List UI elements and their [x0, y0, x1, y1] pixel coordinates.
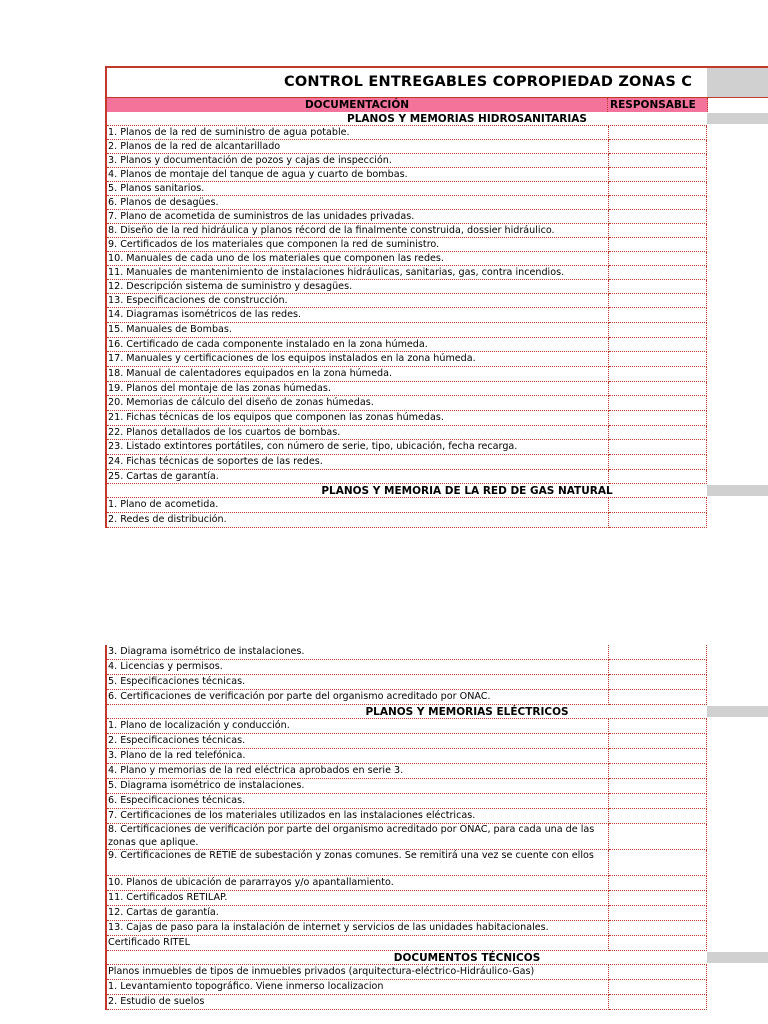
table-row [105, 794, 768, 809]
responsable-cell[interactable] [609, 266, 707, 280]
responsable-cell[interactable] [609, 367, 707, 382]
documento-cell: 12. Descripción sistema de suministro y desagües. [107, 280, 609, 294]
section-documentos-tecnicos [105, 951, 768, 965]
table-row [105, 660, 768, 675]
documento-cell: 4. Planos de montaje del tanque de agua y cuarto de bombas. [107, 168, 609, 182]
documento-cell: 3. Diagrama isométrico de instalaciones. [107, 645, 609, 660]
title-row [105, 66, 768, 98]
table-row [105, 338, 768, 352]
documento-cell: 7. Plano de acometida de suministros de las unidades privadas. [107, 210, 609, 224]
responsable-cell[interactable] [609, 126, 707, 140]
responsable-cell[interactable] [609, 891, 707, 906]
responsable-cell[interactable] [609, 154, 707, 168]
table-row [105, 182, 768, 196]
responsable-cell[interactable] [609, 921, 707, 936]
table-row [105, 980, 768, 995]
responsable-cell[interactable] [609, 140, 707, 154]
documento-cell: 23. Listado extintores portátiles, con número de serie, tipo, ubicación, fecha recarga. [107, 440, 609, 455]
documento-cell: Planos inmuebles de tipos de inmuebles privados (arquitectura-eléctrico-Hidráulico-Gas) [107, 965, 609, 980]
table-row [105, 367, 768, 382]
documento-cell: 4. Plano y memorias de la red eléctrica aprobados en serie 3. [107, 764, 609, 779]
table-row [105, 352, 768, 367]
table-row [105, 280, 768, 294]
table-row [105, 921, 768, 936]
table-row [105, 252, 768, 266]
documento-cell: 6. Especificaciones técnicas. [107, 794, 609, 809]
documento-cell: 13. Cajas de paso para la instalación de internet y servicios de las unidades habitacionales. [107, 921, 609, 936]
responsable-cell[interactable] [609, 779, 707, 794]
table-row [105, 396, 768, 411]
documento-cell: 5. Diagrama isométrico de instalaciones. [107, 779, 609, 794]
responsable-cell[interactable] [609, 352, 707, 367]
table-row [105, 749, 768, 764]
table-row [105, 411, 768, 426]
table-row [105, 850, 768, 876]
documento-cell: 22. Planos detallados de los cuartos de bombas. [107, 426, 609, 440]
section-title: PLANOS Y MEMORIAS ELÉCTRICOS [107, 705, 707, 719]
table-row [105, 965, 768, 980]
table-row [105, 498, 768, 513]
responsable-cell[interactable] [609, 470, 707, 484]
documento-cell: 18. Manual de calentadores equipados en la zona húmeda. [107, 367, 609, 382]
documento-cell: 10. Planos de ubicación de pararrayos y/o apantallamiento. [107, 876, 609, 891]
documento-cell: 1. Planos de la red de suministro de agua potable. [107, 126, 609, 140]
section-electricos [105, 705, 768, 719]
table-row [105, 323, 768, 338]
section-title: PLANOS Y MEMORIA DE LA RED DE GAS NATURAL [107, 484, 707, 498]
header-responsable: RESPONSABLE [608, 98, 708, 112]
responsable-cell[interactable] [609, 645, 707, 660]
responsable-cell[interactable] [609, 794, 707, 809]
table-row [105, 470, 768, 484]
section-title: DOCUMENTOS TÉCNICOS [107, 951, 707, 965]
responsable-cell[interactable] [609, 308, 707, 323]
documento-cell: 3. Plano de la red telefónica. [107, 749, 609, 764]
documento-cell: 2. Planos de la red de alcantarillado [107, 140, 609, 154]
table-row [105, 382, 768, 396]
table-row [105, 876, 768, 891]
documento-cell: 1. Levantamiento topográfico. Viene inmerso localizacion [107, 980, 609, 995]
responsable-cell[interactable] [609, 382, 707, 396]
table-row [105, 690, 768, 705]
responsable-cell[interactable] [609, 749, 707, 764]
responsable-cell[interactable] [609, 411, 707, 426]
responsable-cell[interactable] [609, 936, 707, 951]
documento-cell: 11. Certificados RETILAP. [107, 891, 609, 906]
documento-cell: 6. Certificaciones de verificación por parte del organismo acreditado por ONAC. [107, 690, 609, 705]
table-row [105, 210, 768, 224]
documento-cell: 17. Manuales y certificaciones de los equipos instalados en la zona húmeda. [107, 352, 609, 367]
responsable-cell[interactable] [609, 294, 707, 308]
documento-cell: 13. Especificaciones de construcción. [107, 294, 609, 308]
responsable-cell[interactable] [609, 426, 707, 440]
responsable-cell[interactable] [609, 906, 707, 921]
table-row [105, 809, 768, 824]
documento-cell: 8. Diseño de la red hidráulica y planos récord de la finalmente construida, dossier hidráulico. [107, 224, 609, 238]
responsable-cell[interactable] [609, 660, 707, 675]
responsable-cell[interactable] [609, 396, 707, 411]
documento-cell: 5. Planos sanitarios. [107, 182, 609, 196]
table-row [105, 266, 768, 280]
title-grey-band [707, 68, 768, 97]
responsable-cell[interactable] [609, 252, 707, 266]
responsable-cell[interactable] [609, 675, 707, 690]
documento-cell: 9. Certificaciones de RETIE de subestación y zonas comunes. Se remitirá una vez se cuente con ellos [107, 850, 609, 876]
documento-cell: 2. Especificaciones técnicas. [107, 734, 609, 749]
responsable-cell[interactable] [609, 824, 707, 850]
documento-cell: 16. Certificado de cada componente instalado en la zona húmeda. [107, 338, 609, 352]
table-row [105, 168, 768, 182]
responsable-cell[interactable] [609, 498, 707, 513]
column-header-row [105, 98, 768, 112]
documento-cell: 12. Cartas de garantía. [107, 906, 609, 921]
table-row [105, 440, 768, 455]
responsable-cell[interactable] [609, 965, 707, 980]
documento-cell: 19. Planos del montaje de las zonas húmedas. [107, 382, 609, 396]
responsable-cell[interactable] [609, 440, 707, 455]
table-row [105, 513, 768, 528]
sheet-page-2 [105, 645, 768, 1010]
table-row [105, 308, 768, 323]
sheet-title: CONTROL ENTREGABLES COPROPIEDAD ZONAS C [284, 74, 693, 90]
table-row [105, 719, 768, 734]
section-gas-natural [105, 484, 768, 498]
responsable-cell[interactable] [609, 690, 707, 705]
responsable-cell[interactable] [609, 238, 707, 252]
documento-cell: 1. Plano de acometida. [107, 498, 609, 513]
sheet-page-1 [105, 66, 768, 528]
documento-cell: 1. Plano de localización y conducción. [107, 719, 609, 734]
table-row [105, 238, 768, 252]
responsable-cell[interactable] [609, 455, 707, 470]
table-row [105, 126, 768, 140]
table-row [105, 196, 768, 210]
responsable-cell[interactable] [609, 764, 707, 779]
responsable-cell[interactable] [609, 513, 707, 528]
table-row [105, 995, 768, 1010]
table-row [105, 426, 768, 440]
responsable-cell[interactable] [609, 734, 707, 749]
table-row [105, 224, 768, 238]
responsable-cell[interactable] [609, 280, 707, 294]
documento-cell: 5. Especificaciones técnicas. [107, 675, 609, 690]
table-row [105, 734, 768, 749]
responsable-cell[interactable] [609, 876, 707, 891]
responsable-cell[interactable] [609, 995, 707, 1010]
documento-cell: 21. Fichas técnicas de los equipos que componen las zonas húmedas. [107, 411, 609, 426]
documento-cell: 11. Manuales de mantenimiento de instalaciones hidráulicas, sanitarias, gas, contra incendios. [107, 266, 609, 280]
documento-cell: 15. Manuales de Bombas. [107, 323, 609, 338]
table-row [105, 455, 768, 470]
table-row [105, 675, 768, 690]
responsable-cell[interactable] [609, 980, 707, 995]
responsable-cell[interactable] [609, 719, 707, 734]
documento-cell: 14. Diagramas isométricos de las redes. [107, 308, 609, 323]
responsable-cell[interactable] [609, 210, 707, 224]
documento-cell: 8. Certificaciones de verificación por parte del organismo acreditado por ONAC, para cada una de las zonas que aplique. [107, 824, 609, 850]
table-row [105, 140, 768, 154]
table-row [105, 154, 768, 168]
table-row [105, 824, 768, 850]
documento-cell: 3. Planos y documentación de pozos y cajas de inspección. [107, 154, 609, 168]
header-documentacion: DOCUMENTACIÓN [107, 98, 608, 112]
section-title: PLANOS Y MEMORIAS HIDROSANITARIAS [107, 112, 707, 126]
table-row [105, 779, 768, 794]
responsable-cell[interactable] [609, 809, 707, 824]
responsable-cell[interactable] [609, 224, 707, 238]
documento-cell: 7. Certificaciones de los materiales utilizados en las instalaciones eléctricas. [107, 809, 609, 824]
documento-cell: 9. Certificados de los materiales que componen la red de suministro. [107, 238, 609, 252]
table-row [105, 764, 768, 779]
responsable-cell[interactable] [609, 196, 707, 210]
documento-cell: 25. Cartas de garantía. [107, 470, 609, 484]
documento-cell: 6. Planos de desagües. [107, 196, 609, 210]
documento-cell: Certificado RITEL [107, 936, 609, 951]
responsable-cell[interactable] [609, 323, 707, 338]
section-hidrosanitarias [105, 112, 768, 126]
documento-cell: 2. Redes de distribución. [107, 513, 609, 528]
table-row [105, 891, 768, 906]
responsable-cell[interactable] [609, 168, 707, 182]
documento-cell: 4. Licencias y permisos. [107, 660, 609, 675]
documento-cell: 20. Memorias de cálculo del diseño de zonas húmedas. [107, 396, 609, 411]
table-row [105, 294, 768, 308]
responsable-cell[interactable] [609, 850, 707, 876]
table-row [105, 906, 768, 921]
table-row [105, 936, 768, 951]
responsable-cell[interactable] [609, 338, 707, 352]
table-row [105, 645, 768, 660]
responsable-cell[interactable] [609, 182, 707, 196]
documento-cell: 24. Fichas técnicas de soportes de las redes. [107, 455, 609, 470]
documento-cell: 2. Estudio de suelos [107, 995, 609, 1010]
documento-cell: 10. Manuales de cada uno de los materiales que componen las redes. [107, 252, 609, 266]
